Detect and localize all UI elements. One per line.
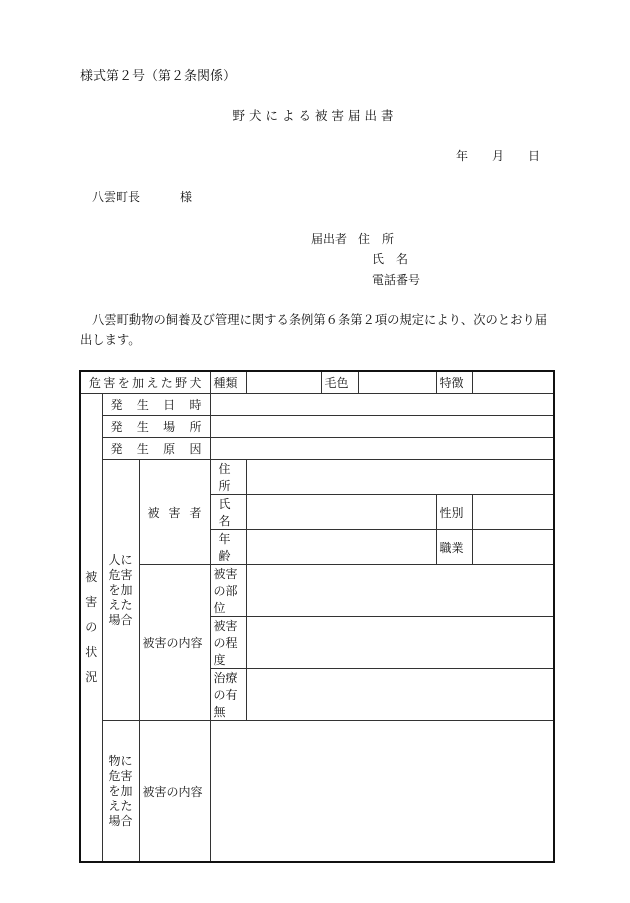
date-day: 日 [528,149,541,163]
victim-sex-field[interactable] [472,495,554,530]
victim-age-label: 年齢 [210,530,246,565]
damage-status-label: 被 害 の 状 況 [80,394,102,863]
damage-part-field[interactable] [246,565,554,617]
body-text: 八雲町動物の飼養及び管理に関する条例第６条第２項の規定により、次のとおり届出します。 [80,313,547,347]
dog-color-label: 毛色 [321,371,358,394]
document-title: 野犬による被害届出書 [232,108,398,123]
date-time-field[interactable] [210,394,554,416]
date-month: 月 [492,149,505,163]
table-row [80,371,554,394]
cause-label: 発生原因 [102,438,210,460]
table-row [80,721,554,863]
form-number: 様式第２号（第２条関係） [80,69,237,84]
place-label: 発生場所 [102,416,210,438]
dog-feature-label: 特徴 [436,371,472,394]
applicant-name-label: 氏 名 [372,252,409,266]
damage-part-label: 被害の部位 [210,565,246,617]
victim-job-label: 職業 [436,530,472,565]
dog-kind-label: 種類 [210,371,246,394]
damage-degree-label: 被害の程度 [210,617,246,669]
date-time-label: 発生日時 [102,394,210,416]
addressee-honorific: 様 [180,190,193,204]
treatment-field[interactable] [246,669,554,721]
victim-address-field[interactable] [246,460,554,495]
object-damage-field[interactable] [210,721,554,863]
place-field[interactable] [210,416,554,438]
harm-object-label: 物に 危害 を加 えた 場合 [102,721,139,863]
date-line [456,147,540,164]
table-row [80,460,554,495]
dog-color-field[interactable] [358,371,436,394]
victim-label: 被害者 [139,460,210,565]
victim-age-field[interactable] [246,530,436,565]
dog-feature-field[interactable] [472,371,554,394]
addressee [92,188,192,205]
addressee-name: 八雲町長 [92,190,141,204]
applicant-label: 届出者 [311,232,348,246]
victim-address-label: 住所 [210,460,246,495]
damage-degree-field[interactable] [246,617,554,669]
treatment-label: 治療の有無 [210,669,246,721]
damage-content-label: 被害の内容 [139,565,210,721]
table-row [80,416,554,438]
applicant-address-label: 住 所 [358,232,395,246]
damage-report-table [79,370,555,863]
applicant-phone-label: 電話番号 [372,273,421,287]
table-row [80,438,554,460]
victim-sex-label: 性別 [436,495,472,530]
victim-job-field[interactable] [472,530,554,565]
harm-person-label: 人に 危害 を加 えた 場合 [102,460,139,721]
victim-name-field[interactable] [246,495,436,530]
table-row [80,565,554,617]
date-year: 年 [456,149,469,163]
dog-kind-field[interactable] [246,371,321,394]
object-damage-content-label: 被害の内容 [139,721,210,863]
dog-header: 危害を加えた野犬 [80,371,210,394]
cause-field[interactable] [210,438,554,460]
victim-name-label: 氏名 [210,495,246,530]
table-row [80,394,554,416]
